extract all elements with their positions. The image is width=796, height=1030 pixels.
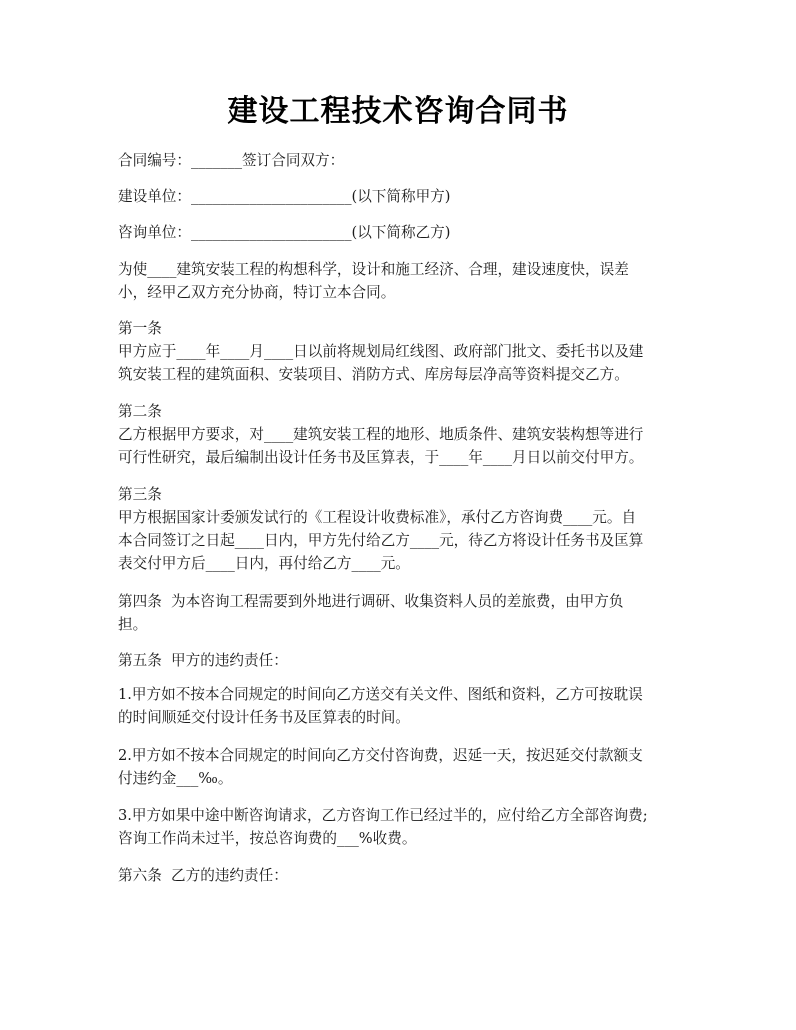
article-1-line-2: 筑安装工程的建筑面积、安装项目、消防方式、库房每层净高等资料提交乙方。 [118, 366, 629, 383]
intro-paragraph [118, 258, 690, 304]
article-3 [118, 483, 690, 575]
clause-3-line-2: 咨询工作尚未过半，按总咨询费的___%收费。 [118, 830, 417, 847]
article-2-line-2: 可行性研究，最后编制出设计任务书及匡算表，于____年____月日以前交付甲方。 [118, 449, 644, 466]
article-3-line-2: 本合同签订之日起____日内，甲方先付给乙方____元，待乙方将设计任务书及匡算 [118, 532, 644, 549]
article-2 [118, 400, 690, 469]
article-3-heading: 第三条 [118, 486, 162, 503]
clause-1 [118, 683, 690, 729]
clause-3-line-1: 3.甲方如果中途中断咨询请求，乙方咨询工作已经过半的，应付给乙方全部咨询费; [118, 807, 648, 824]
article-4-line-1: 第四条 为本咨询工程需要到外地进行调研、收集资料人员的差旅费，由甲方负 [118, 593, 624, 610]
clause-2-line-2: 付违约金___‰。 [118, 770, 233, 787]
article-3-line-3: 表交付甲方后____日内，再付给乙方____元。 [118, 555, 410, 572]
clause-1-line-2: 的时间顺延交付设计任务书及匡算表的时间。 [118, 709, 410, 726]
article-5-heading: 第五条 甲方的违约责任： [118, 652, 288, 669]
article-6-heading: 第六条 乙方的违约责任： [118, 867, 288, 884]
intro-line-1: 为使____建筑安装工程的构想科学，设计和施工经济、合理，建设速度快，误差 [118, 261, 629, 278]
party-a-text: 建设单位：______________________(以下简称甲方) [118, 188, 451, 205]
document-title: 建设工程技术咨询合同书 [227, 94, 569, 129]
contract-number-text: 合同编号：_______签订合同双方： [118, 152, 345, 169]
party-b-line [118, 221, 690, 244]
clause-2-line-1: 2.甲方如不按本合同规定的时间向乙方交付咨询费，迟延一天，按迟延交付款额支 [118, 747, 643, 764]
intro-line-2: 小，经甲乙双方充分协商，特订立本合同。 [118, 284, 396, 301]
article-6-heading-line [118, 864, 690, 887]
clause-2 [118, 744, 690, 790]
party-b-text: 咨询单位：______________________(以下简称乙方) [118, 224, 451, 241]
contract-number-line [118, 149, 690, 172]
article-4 [118, 590, 690, 636]
clause-1-line-1: 1.甲方如不按本合同规定的时间向乙方送交有关文件、图纸和资料，乙方可按耽误 [118, 686, 643, 703]
party-a-line [118, 185, 690, 208]
article-5-heading-line [118, 649, 690, 672]
clause-3 [118, 804, 690, 850]
article-1 [118, 317, 690, 386]
article-4-line-2: 担。 [118, 616, 148, 633]
article-2-line-1: 乙方根据甲方要求，对____建筑安装工程的地形、地质条件、建筑安装构想等进行 [118, 426, 644, 443]
article-2-heading: 第二条 [118, 403, 162, 420]
article-1-line-1: 甲方应于____年____月____日以前将规划局红线图、政府部门批文、委托书以及建 [118, 343, 644, 360]
article-1-heading: 第一条 [118, 320, 162, 337]
article-3-line-1: 甲方根据国家计委颁发试行的《工程设计收费标准》，承付乙方咨询费____元。自 [118, 509, 637, 526]
